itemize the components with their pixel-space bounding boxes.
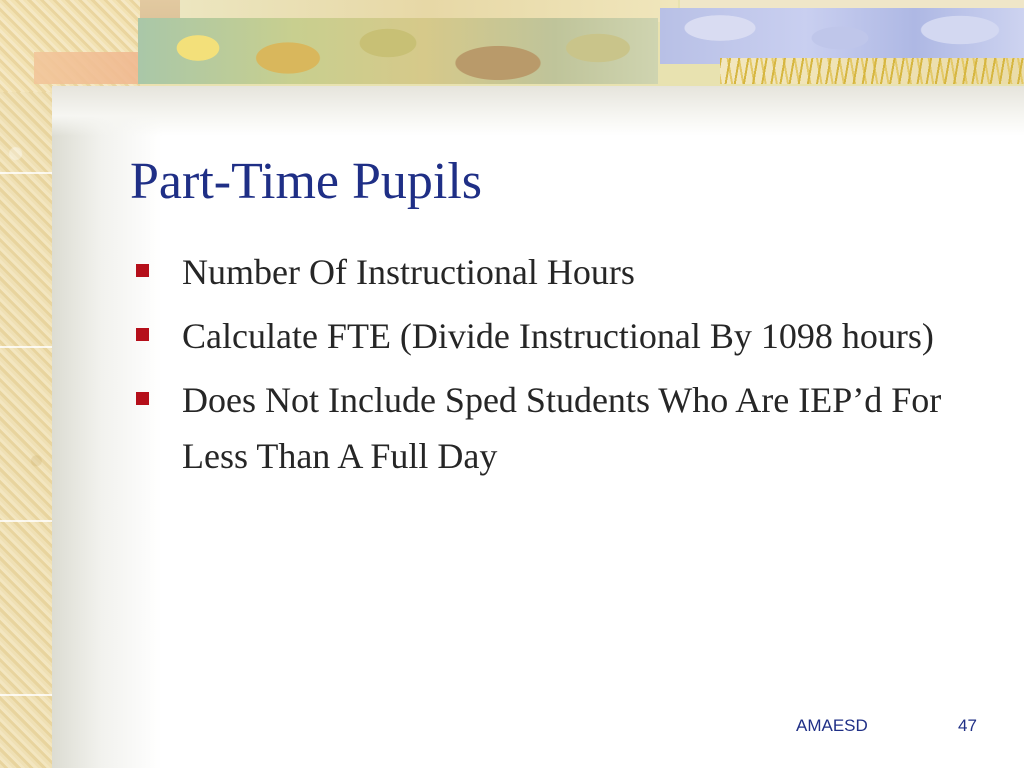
- banner-grass-image: [720, 58, 1024, 84]
- bullet-item: [130, 372, 970, 484]
- banner-orange-tile: [34, 52, 144, 84]
- bullet-item: [130, 308, 970, 364]
- bullet-list: [130, 244, 970, 492]
- top-decorative-banner: [0, 0, 1024, 92]
- footer-page-number: 47: [958, 716, 977, 735]
- bullet-item: [130, 244, 970, 300]
- square-bullet-icon: [136, 392, 149, 405]
- banner-blue-image: [660, 8, 1024, 64]
- banner-shadow: [52, 86, 1024, 136]
- banner-leaves-image: [138, 18, 658, 84]
- footer-organization: AMAESD: [796, 716, 868, 735]
- bullet-text: Calculate FTE (Divide Instructional By 1098 hours): [182, 316, 934, 356]
- square-bullet-icon: [136, 328, 149, 341]
- bullet-text: Number Of Instructional Hours: [182, 252, 635, 292]
- square-bullet-icon: [136, 264, 149, 277]
- slide-title: Part-Time Pupils: [130, 153, 483, 210]
- left-parchment-border: [0, 0, 52, 768]
- bullet-text: Does Not Include Sped Students Who Are IEP’d For Less Than A Full Day: [182, 380, 942, 476]
